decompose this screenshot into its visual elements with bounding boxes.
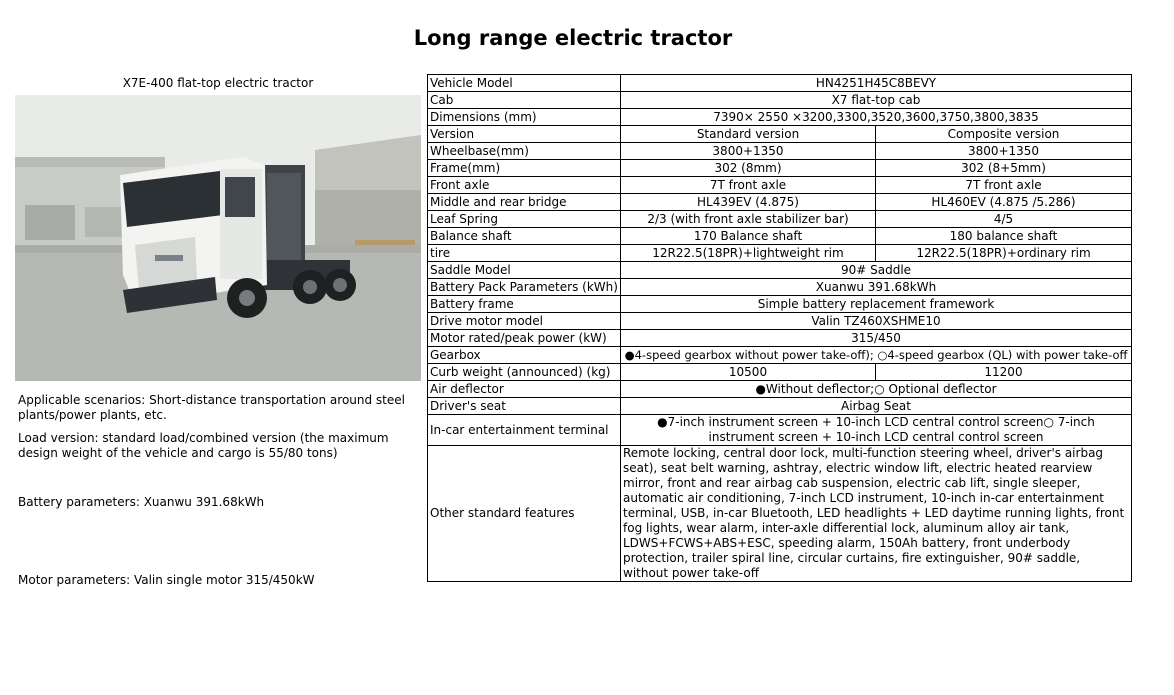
table-row xyxy=(428,415,1132,446)
table-row xyxy=(428,296,1132,313)
row-value-composite: 7T front axle xyxy=(876,177,1132,194)
row-value: 90# Saddle xyxy=(621,262,1132,279)
table-row xyxy=(428,228,1132,245)
row-value-standard: HL439EV (4.875) xyxy=(621,194,876,211)
table-row xyxy=(428,313,1132,330)
row-value: ●7-inch instrument screen + 10-inch LCD central control screen○ 7-inch instrument screen + 10-inch LCD central control screen xyxy=(621,415,1132,446)
row-value-composite: 12R22.5(18PR)+ordinary rim xyxy=(876,245,1132,262)
row-value-composite: 3800+1350 xyxy=(876,143,1132,160)
spec-table xyxy=(427,74,1132,582)
table-row xyxy=(428,211,1132,228)
row-label: Other standard features xyxy=(428,446,621,582)
row-label: Vehicle Model xyxy=(428,75,621,92)
row-value-composite: 11200 xyxy=(876,364,1132,381)
row-label: Dimensions (mm) xyxy=(428,109,621,126)
row-label: Saddle Model xyxy=(428,262,621,279)
table-row xyxy=(428,177,1132,194)
row-value: Valin TZ460XSHME10 xyxy=(621,313,1132,330)
table-row xyxy=(428,398,1132,415)
row-value-standard: 3800+1350 xyxy=(621,143,876,160)
photo-caption: X7E-400 flat-top electric tractor xyxy=(122,76,314,90)
row-value: Airbag Seat xyxy=(621,398,1132,415)
row-value-standard: 12R22.5(18PR)+lightweight rim xyxy=(621,245,876,262)
row-label: Drive motor model xyxy=(428,313,621,330)
note-load-version: Load version: standard load/combined version (the maximum design weight of the vehicle and cargo is 55/80 tons) xyxy=(18,431,389,460)
table-row xyxy=(428,330,1132,347)
table-row xyxy=(428,446,1132,582)
row-label: Version xyxy=(428,126,621,143)
row-value-composite: 4/5 xyxy=(876,211,1132,228)
page-title: Long range electric tractor xyxy=(413,26,733,50)
table-row xyxy=(428,381,1132,398)
row-value-composite: 302 (8+5mm) xyxy=(876,160,1132,177)
row-value-composite: 180 balance shaft xyxy=(876,228,1132,245)
row-value-standard: 10500 xyxy=(621,364,876,381)
row-label: Curb weight (announced) (kg) xyxy=(428,364,621,381)
table-row xyxy=(428,364,1132,381)
row-label: Front axle xyxy=(428,177,621,194)
row-value-standard: 302 (8mm) xyxy=(621,160,876,177)
table-row xyxy=(428,347,1132,364)
table-row xyxy=(428,143,1132,160)
table-row xyxy=(428,160,1132,177)
row-value-standard: 7T front axle xyxy=(621,177,876,194)
table-row xyxy=(428,279,1132,296)
table-row xyxy=(428,75,1132,92)
row-label: Wheelbase(mm) xyxy=(428,143,621,160)
row-value-composite: HL460EV (4.875 /5.286) xyxy=(876,194,1132,211)
row-value-standard: 2/3 (with front axle stabilizer bar) xyxy=(621,211,876,228)
row-label: Middle and rear bridge xyxy=(428,194,621,211)
row-label: In-car entertainment terminal xyxy=(428,415,621,446)
row-value: Remote locking, central door lock, multi-function steering wheel, driver's airbag seat), seat belt warning, ashtray, electric window lift, electric heated rearview mirror, front and rear airbag cab suspension, electric cab lift, single sleeper, automatic air conditioning, 7-inch LCD instrument, 10-inch in-car entertainment terminal, USB, in-car Bluetooth, LED headlights + LED daytime running lights, front fog lights, wear alarm, inter-axle differential lock, aluminum alloy air tank, LDWS+FCWS+ABS+ESC, speeding alarm, 150Ah battery, front underbody protection, trailer spiral line, circular curtains, fire extinguisher, 90# saddle, without power take-off xyxy=(621,446,1132,582)
row-label: Driver's seat xyxy=(428,398,621,415)
table-row xyxy=(428,109,1132,126)
row-value-standard: 170 Balance shaft xyxy=(621,228,876,245)
row-value: Xuanwu 391.68kWh xyxy=(621,279,1132,296)
row-label: Frame(mm) xyxy=(428,160,621,177)
row-value-composite: Composite version xyxy=(876,126,1132,143)
row-label: Leaf Spring xyxy=(428,211,621,228)
note-motor-parameters: Motor parameters: Valin single motor 315/450kW xyxy=(18,573,315,587)
row-value: 7390× 2550 ×3200,3300,3520,3600,3750,3800,3835 xyxy=(621,109,1132,126)
table-row xyxy=(428,245,1132,262)
row-label: Cab xyxy=(428,92,621,109)
table-row xyxy=(428,126,1132,143)
row-label: Motor rated/peak power (kW) xyxy=(428,330,621,347)
table-row xyxy=(428,194,1132,211)
row-value: ●4-speed gearbox without power take-off); ○4-speed gearbox (QL) with power take-off xyxy=(621,347,1132,364)
row-value: HN4251H45C8BEVY xyxy=(621,75,1132,92)
row-value: 315/450 xyxy=(621,330,1132,347)
row-label: Balance shaft xyxy=(428,228,621,245)
table-row xyxy=(428,92,1132,109)
table-row xyxy=(428,262,1132,279)
row-value: ●Without deflector;○ Optional deflector xyxy=(621,381,1132,398)
row-value: X7 flat-top cab xyxy=(621,92,1132,109)
row-value: Simple battery replacement framework xyxy=(621,296,1132,313)
row-label: Battery Pack Parameters (kWh) xyxy=(428,279,621,296)
note-battery-parameters: Battery parameters: Xuanwu 391.68kWh xyxy=(18,495,265,509)
row-value-standard: Standard version xyxy=(621,126,876,143)
truck-photo xyxy=(15,95,421,381)
row-label: Gearbox xyxy=(428,347,621,364)
note-applicable-scenarios: Applicable scenarios: Short-distance transportation around steel plants/power plants, etc. xyxy=(18,393,405,422)
row-label: Air deflector xyxy=(428,381,621,398)
row-label: tire xyxy=(428,245,621,262)
row-label: Battery frame xyxy=(428,296,621,313)
